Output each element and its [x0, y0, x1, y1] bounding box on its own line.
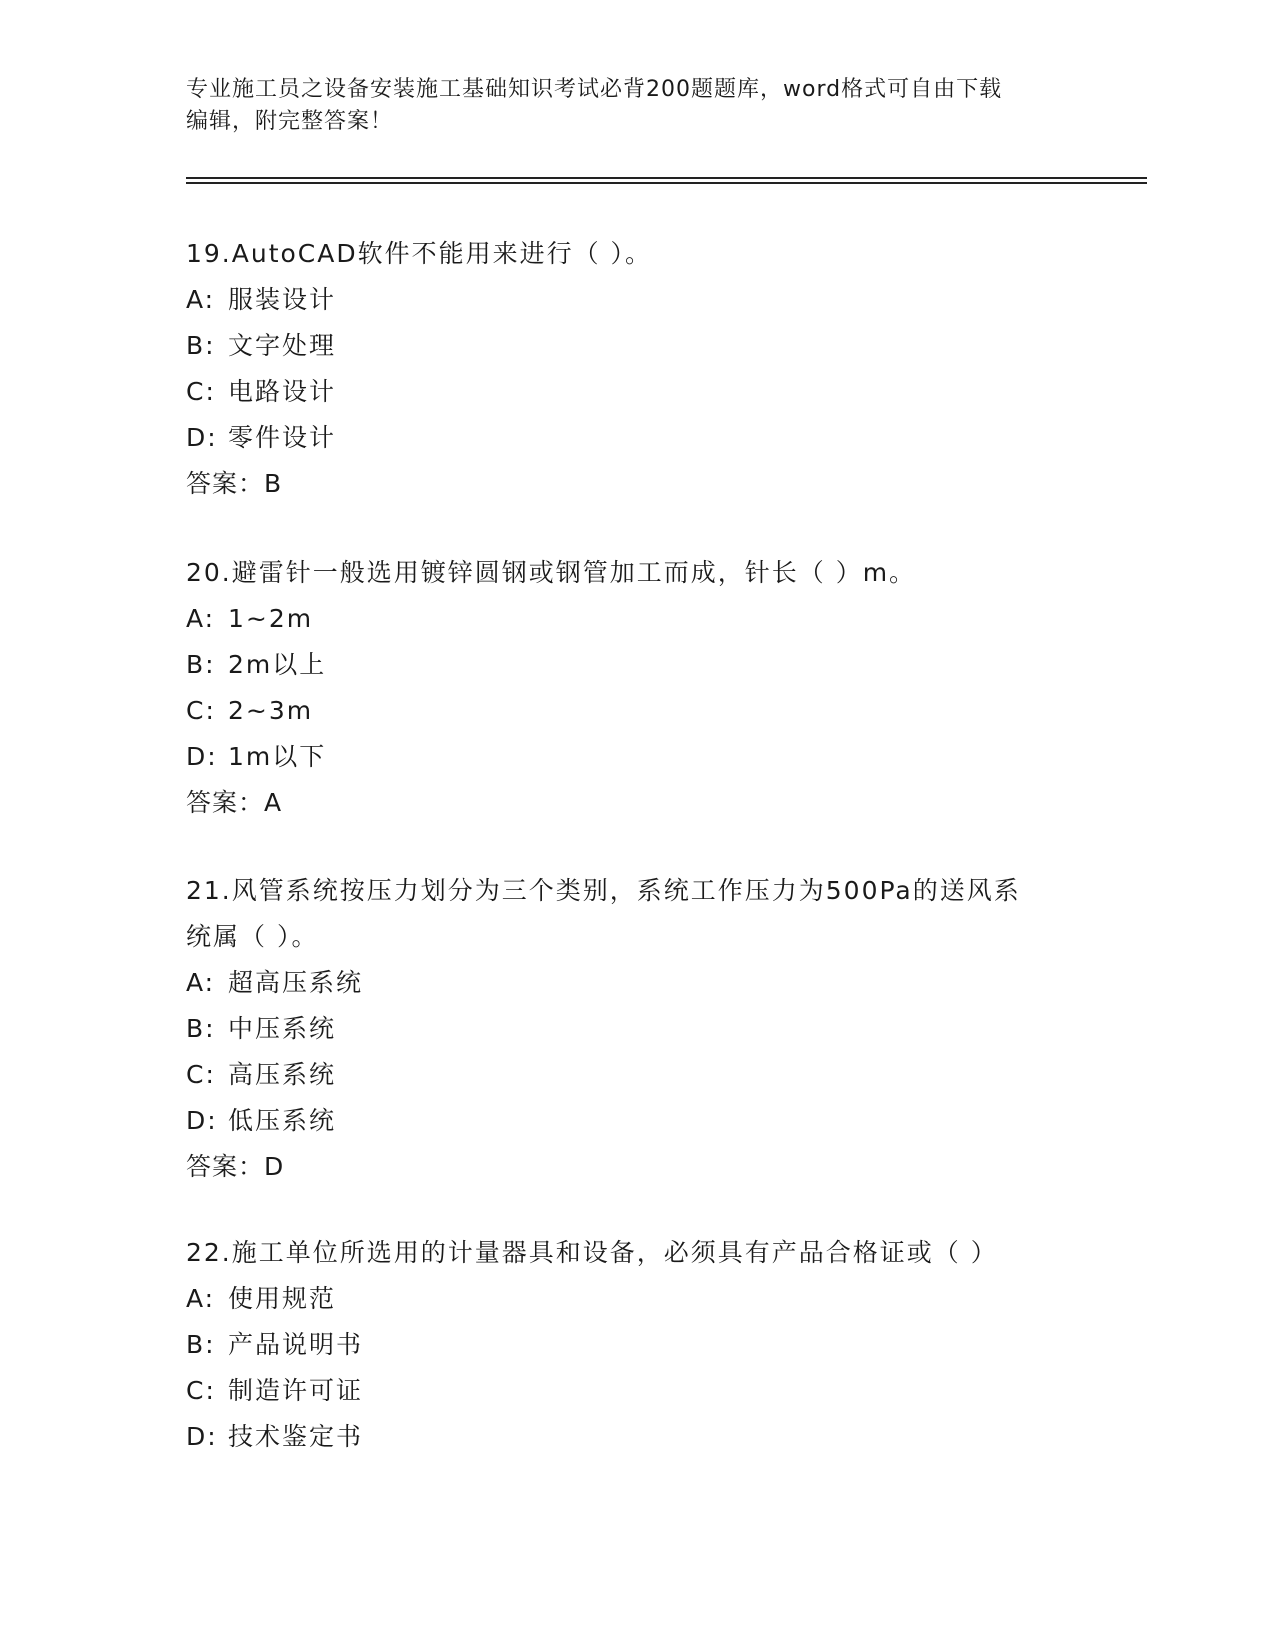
- answer-label: 答案：: [186, 469, 265, 498]
- question-stem: 20.避雷针一般选用镀锌圆钢或钢管加工而成，针长（ ）m。: [186, 558, 917, 587]
- answer-value: B: [264, 469, 282, 498]
- option-letter: A:: [186, 604, 216, 633]
- question-22: [186, 1230, 1086, 1460]
- option-a: [186, 960, 1086, 1006]
- option-letter: D:: [186, 1422, 218, 1451]
- answer-label: 答案：: [186, 788, 265, 817]
- answer-label: 答案：: [186, 1152, 265, 1181]
- answer-line: [186, 780, 1086, 826]
- option-letter: B:: [186, 650, 216, 679]
- option-text: 2m以上: [228, 650, 327, 679]
- option-letter: C:: [186, 696, 216, 725]
- question-21: [186, 868, 1086, 1190]
- option-d: [186, 415, 1086, 461]
- option-d: [186, 1098, 1086, 1144]
- option-text: 文字处理: [228, 331, 337, 360]
- option-text: 超高压系统: [228, 968, 364, 997]
- option-text: 低压系统: [228, 1106, 337, 1135]
- option-text: 零件设计: [228, 423, 337, 452]
- option-c: [186, 688, 1086, 734]
- option-text: 产品说明书: [228, 1330, 364, 1359]
- option-b: [186, 323, 1086, 369]
- header-line-1: 专业施工员之设备安装施工基础知识考试必背200题题库，word格式可自由下载: [186, 77, 1003, 102]
- option-d: [186, 734, 1086, 780]
- option-text: 电路设计: [228, 377, 337, 406]
- question-stem: 19.AutoCAD软件不能用来进行（ ）。: [186, 239, 653, 268]
- document-header: [186, 74, 1086, 138]
- option-b: [186, 642, 1086, 688]
- option-letter: C:: [186, 377, 216, 406]
- option-text: 1~2m: [228, 604, 314, 633]
- option-text: 制造许可证: [228, 1376, 364, 1405]
- option-a: [186, 277, 1086, 323]
- option-letter: A:: [186, 1284, 216, 1313]
- option-letter: D:: [186, 423, 218, 452]
- option-b: [186, 1322, 1086, 1368]
- answer-line: [186, 461, 1086, 507]
- answer-value: D: [264, 1152, 284, 1181]
- answer-line: [186, 1144, 1086, 1190]
- option-c: [186, 369, 1086, 415]
- option-text: 服装设计: [228, 285, 337, 314]
- option-letter: B:: [186, 331, 216, 360]
- option-letter: A:: [186, 285, 216, 314]
- option-text: 使用规范: [228, 1284, 337, 1313]
- option-c: [186, 1368, 1086, 1414]
- option-letter: C:: [186, 1376, 216, 1405]
- option-text: 高压系统: [228, 1060, 337, 1089]
- option-text: 1m以下: [228, 742, 327, 771]
- option-text: 中压系统: [228, 1014, 337, 1043]
- question-stem: 22.施工单位所选用的计量器具和设备，必须具有产品合格证或（ ）: [186, 1238, 998, 1267]
- header-divider-top: [186, 177, 1147, 179]
- header-divider-bottom: [186, 182, 1147, 184]
- option-a: [186, 596, 1086, 642]
- header-line-2: 编辑，附完整答案！: [186, 109, 394, 134]
- question-20: [186, 550, 1086, 826]
- option-letter: A:: [186, 968, 216, 997]
- option-letter: D:: [186, 1106, 218, 1135]
- option-a: [186, 1276, 1086, 1322]
- option-text: 技术鉴定书: [228, 1422, 364, 1451]
- option-letter: B:: [186, 1014, 216, 1043]
- option-letter: B:: [186, 1330, 216, 1359]
- option-b: [186, 1006, 1086, 1052]
- answer-value: A: [264, 788, 282, 817]
- question-stem: 21.风管系统按压力划分为三个类别，系统工作压力为500Pa的送风系统属（ ）。: [186, 876, 1021, 951]
- question-19: [186, 231, 1086, 507]
- option-letter: C:: [186, 1060, 216, 1089]
- option-d: [186, 1414, 1086, 1460]
- option-letter: D:: [186, 742, 218, 771]
- option-text: 2~3m: [228, 696, 314, 725]
- option-c: [186, 1052, 1086, 1098]
